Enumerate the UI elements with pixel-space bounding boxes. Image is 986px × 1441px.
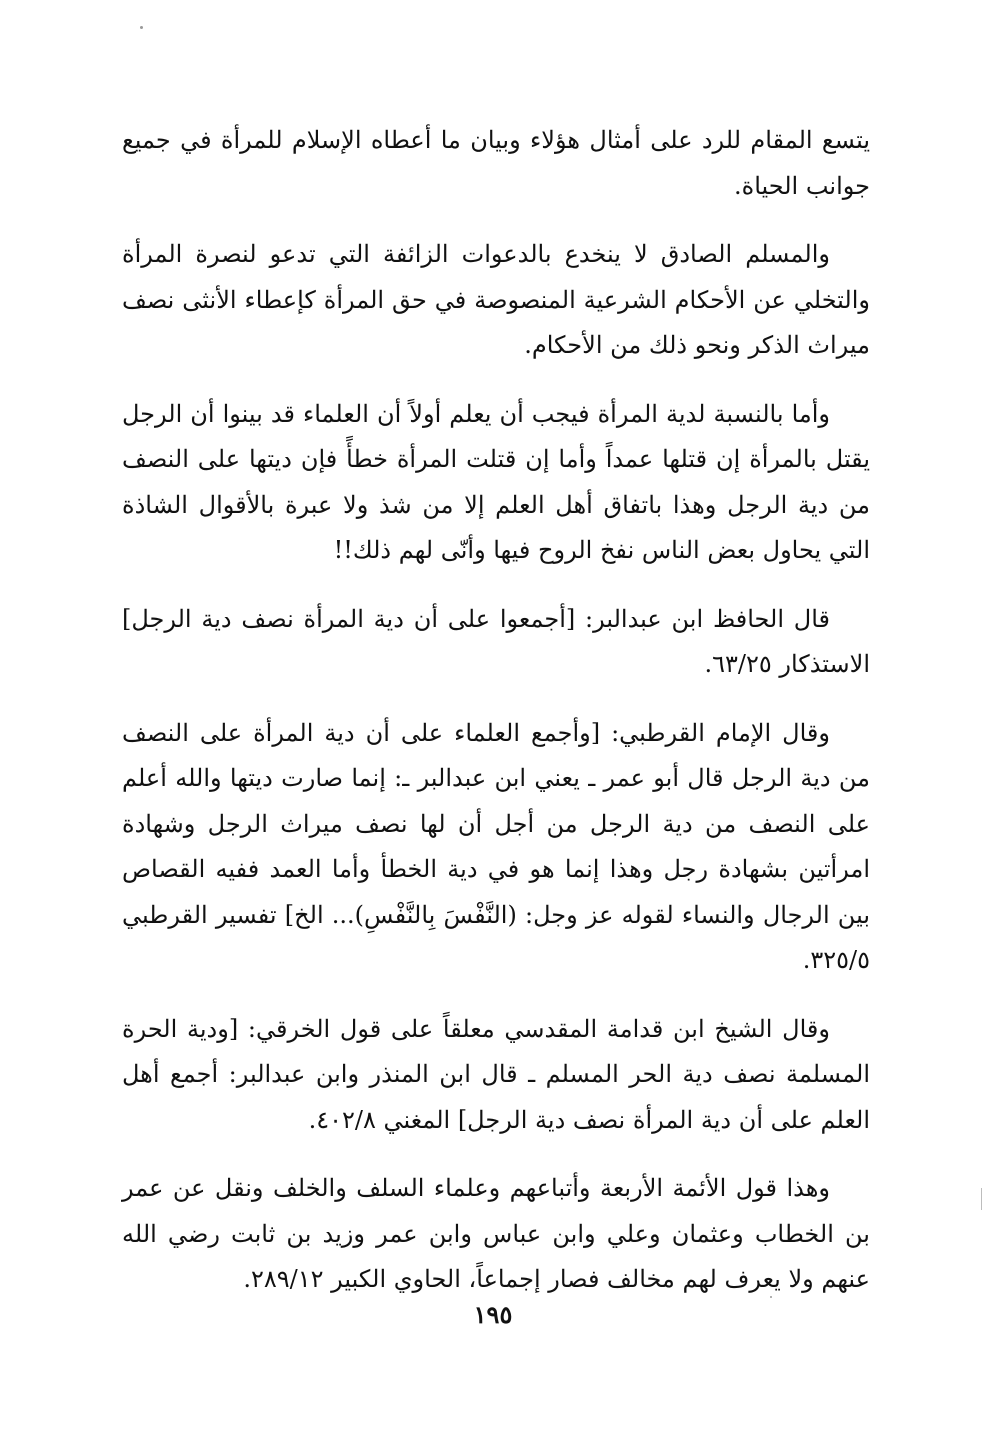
paragraph-ibn-qudamah-quote: وقال الشيخ ابن قدامة المقدسي معلقاً على قول الخرقي: [ودية الحرة المسلمة نصف دية الحر المسلم ـ قال ابن المنذر وابن عبدالبر: أجمع أهل العلم على أن دية المرأة نصف دية الرجل] المغني ٤٠٢/٨. <box>122 1014 870 1134</box>
paragraph-ibn-abd-al-barr-quote: قال الحافظ ابن عبدالبر: [أجمعوا على أن دية المرأة نصف دية الرجل] الاستذكار ٦٣/٢٥. <box>122 604 870 678</box>
paragraph-intro-continuation: يتسع المقام للرد على أمثال هؤلاء وبيان ما أعطاه الإسلام للمرأة في جميع جوانب الحياة. <box>122 126 870 200</box>
scan-margin-line <box>981 1188 982 1210</box>
paragraph-consensus: وهذا قول الأئمة الأربعة وأتباعهم وعلماء السلف والخلف ونقل عن عمر بن الخطاب وعثمان وعلي وابن عباس وابن عمر وزيد بن ثابت رضي الله عنهم ولا يعرف لهم مخالف فصار إجماعاً، الحاوي الكبير ٢٨٩/١٢. <box>122 1174 870 1293</box>
paragraph-qurtubi-quote: وقال الإمام القرطبي: [وأجمع العلماء على أن دية المرأة على النصف من دية الرجل قال أبو عمر ـ يعني ابن عبدالبر ـ: إنما صارت ديتها والله أعلم على النصف من دية الرجل من أجل أن لها نصف ميراث الرجل وشهادة امرأتين بشهادة رجل وهذا إنما هو في دية الخطأ وأما العمد ففيه القصاص بين الرجال والنساء لقوله عز وجل: (النَّفْسَ بِالنَّفْسِ)... الخ] تفسير القرطبي ٣٢٥/٥. <box>122 718 870 974</box>
paragraph-sincere-muslim: والمسلم الصادق لا ينخدع بالدعوات الزائفة التي تدعو لنصرة المرأة والتخلي عن الأحكام الشرعية المنصوصة في حق المرأة كإعطاء الأنثى نصف ميراث الذكر ونحو ذلك من الأحكام. <box>122 240 870 359</box>
page-body <box>122 118 870 1326</box>
page-number: ١٩٥ <box>473 1300 513 1329</box>
scan-speck <box>140 26 143 29</box>
paragraph-woman-diyah: وأما بالنسبة لدية المرأة فيجب أن يعلم أولاً أن العلماء قد بينوا أن الرجل يقتل بالمرأة إن قتلها عمداً وأما إن قتلت المرأة خطأً فإن ديتها على النصف من دية الرجل وهذا باتفاق أهل العلم إلا من شذ ولا عبرة بالأقوال الشاذة التي يحاول بعض الناس نفخ الروح فيها وأنّى لهم ذلك!! <box>122 399 871 564</box>
